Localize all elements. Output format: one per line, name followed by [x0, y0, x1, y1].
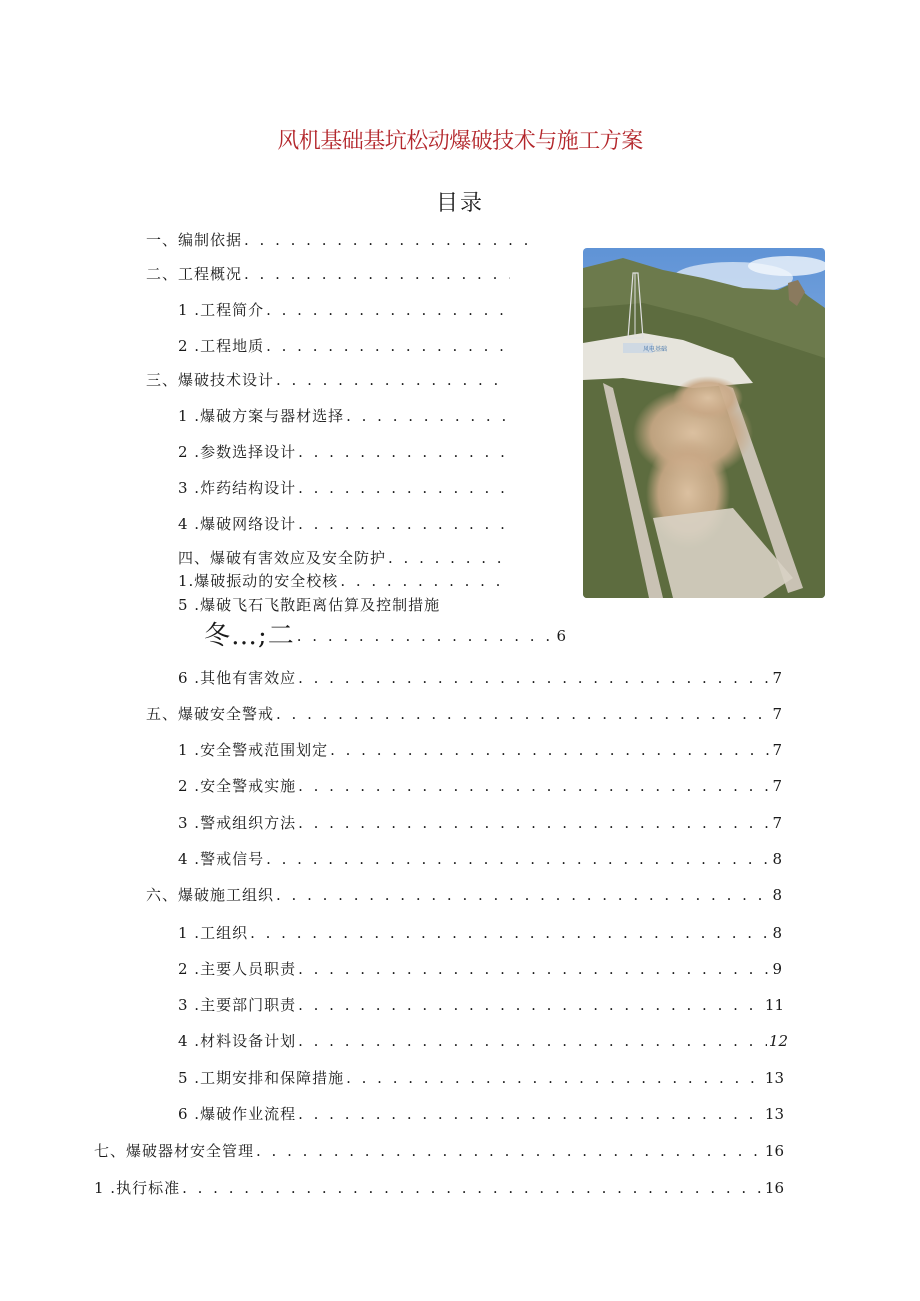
- toc-entry[interactable]: [178, 594, 578, 616]
- toc-entry-label: 2 .参数选择设计: [178, 443, 297, 461]
- toc-entry[interactable]: [178, 922, 782, 944]
- toc-entry-label: 5 .工期安排和保障措施: [178, 1069, 345, 1087]
- photo-sign-text: 风电基础: [643, 346, 668, 353]
- toc-entry[interactable]: [94, 1177, 784, 1199]
- toc-entry-page: 16: [764, 1142, 784, 1160]
- toc-entry[interactable]: [178, 335, 522, 357]
- toc-leader-dots: [388, 547, 510, 569]
- toc-entry[interactable]: [146, 884, 782, 906]
- toc-entry-page: 16: [764, 1179, 784, 1197]
- toc-entry-label: 4 .警戒信号: [178, 850, 265, 868]
- toc-entry[interactable]: [178, 667, 782, 689]
- toc-entry-page: 7: [772, 669, 782, 687]
- toc-entry-label: 4 .爆破网络设计: [178, 515, 297, 533]
- toc-entry[interactable]: [178, 1030, 788, 1052]
- toc-leader-dots: [266, 299, 510, 321]
- toc-entry[interactable]: [178, 405, 522, 427]
- toc-entry-label: 6 .爆破作业流程: [178, 1105, 297, 1123]
- toc-entry-page: 13: [764, 1069, 784, 1087]
- toc-entry[interactable]: [178, 775, 782, 797]
- toc-entry-page: 7: [772, 777, 782, 795]
- toc-leader-dots: [182, 1177, 763, 1199]
- toc-entry-label: 一、编制依据: [146, 231, 243, 249]
- toc-entry-label: 3 .炸药结构设计: [178, 479, 297, 497]
- toc-entry-label: 三、爆破技术设计: [146, 371, 275, 389]
- toc-entry-label: 1 .执行标准: [94, 1179, 181, 1197]
- toc-leader-dots: [276, 884, 770, 906]
- toc-leader-dots: [276, 369, 510, 391]
- toc-leader-dots: [298, 775, 770, 797]
- toc-leader-dots: [256, 1140, 763, 1162]
- toc-entry-page: 13: [764, 1105, 784, 1123]
- toc-entry-label: 1 .爆破方案与器材选择: [178, 407, 345, 425]
- toc-entry-page: 6: [556, 627, 566, 645]
- toc-entry[interactable]: [146, 369, 522, 391]
- toc-entry[interactable]: [178, 477, 522, 499]
- toc-leader-dots: [298, 1030, 767, 1052]
- toc-entry[interactable]: [178, 1067, 784, 1089]
- toc-leader-dots: [298, 477, 510, 499]
- toc-entry-label: 四、爆破有害效应及安全防护: [178, 549, 387, 567]
- toc-entry-label: 1 .工组织: [178, 924, 249, 942]
- toc-entry-label: 4 .材料设备计划: [178, 1032, 297, 1050]
- blasting-site-illustration: [583, 248, 825, 598]
- toc-entry-label: 五、爆破安全警戒: [146, 705, 275, 723]
- toc-leader-dots: [298, 441, 510, 463]
- toc-entry-label: 2 .主要人员职责: [178, 960, 297, 978]
- toc-entry[interactable]: [178, 513, 522, 535]
- toc-leader-dots: [297, 622, 554, 650]
- toc-leader-dots: [298, 958, 770, 980]
- toc-entry[interactable]: [178, 570, 522, 592]
- toc-entry-page: 8: [772, 924, 782, 942]
- blasting-site-photo: [583, 248, 825, 598]
- document-title: 风机基础基坑松动爆破技术与施工方案: [277, 129, 643, 154]
- toc-entry-label: 2 .工程地质: [178, 337, 265, 355]
- toc-entry-page: 7: [772, 741, 782, 759]
- toc-leader-dots: [298, 812, 770, 834]
- toc-leader-dots: [346, 1067, 763, 1089]
- toc-entry[interactable]: [178, 547, 522, 569]
- toc-entry-page: 7: [772, 814, 782, 832]
- toc-entry-label: 6 .其他有害效应: [178, 669, 297, 687]
- toc-heading: 目录: [435, 191, 484, 216]
- toc-entry-label: 1 .工程简介: [178, 301, 265, 319]
- toc-entry[interactable]: [146, 229, 550, 251]
- toc-entry[interactable]: [178, 848, 782, 870]
- toc-entry-label: 二、工程概况: [146, 265, 243, 283]
- toc-entry[interactable]: [178, 958, 782, 980]
- toc-entry-label: 六、爆破施工组织: [146, 886, 275, 904]
- toc-leader-dots: [340, 570, 510, 592]
- toc-entry[interactable]: [178, 1103, 784, 1125]
- toc-entry[interactable]: [146, 263, 522, 285]
- toc-entry[interactable]: [178, 299, 522, 321]
- toc-entry-page: 8: [772, 886, 782, 904]
- toc-leader-dots: [298, 994, 763, 1016]
- toc-leader-dots: [266, 335, 510, 357]
- toc-leader-dots: [276, 703, 770, 725]
- toc-entry[interactable]: [146, 703, 782, 725]
- toc-entry[interactable]: [204, 622, 566, 650]
- toc-entry-page: 8: [772, 850, 782, 868]
- toc-leader-dots: [250, 922, 770, 944]
- toc-leader-dots: [298, 667, 770, 689]
- toc-leader-dots: [244, 229, 538, 251]
- toc-entry-label: 1 .安全警戒范围划定: [178, 741, 329, 759]
- toc-leader-dots: [298, 1103, 763, 1125]
- toc-entry-page: 7: [772, 705, 782, 723]
- toc-entry-page: 9: [772, 960, 782, 978]
- toc-leader-dots: [346, 405, 510, 427]
- toc-entry[interactable]: [178, 994, 784, 1016]
- toc-entry[interactable]: [178, 812, 782, 834]
- toc-entry-label: 5 .爆破飞石飞散距离估算及控制措施: [178, 596, 441, 614]
- toc-entry[interactable]: [178, 441, 522, 463]
- toc-entry-label: 1.爆破振动的安全校核: [178, 572, 339, 590]
- toc-entry-label: 3 .警戒组织方法: [178, 814, 297, 832]
- toc-entry-label: 七、爆破器材安全管理: [94, 1142, 255, 1160]
- toc-entry-label: 2 .安全警戒实施: [178, 777, 297, 795]
- toc-leader-dots: [298, 513, 510, 535]
- toc-entry[interactable]: [94, 1140, 784, 1162]
- toc-entry-label: 3 .主要部门职责: [178, 996, 297, 1014]
- toc-entry[interactable]: [178, 739, 782, 761]
- toc-leader-dots: [244, 263, 510, 285]
- toc-leader-dots: [330, 739, 770, 761]
- toc-entry-page: 12: [768, 1032, 788, 1050]
- toc-entry-label: 冬…;二: [204, 621, 295, 651]
- toc-entry-page: 11: [764, 996, 784, 1014]
- toc-leader-dots: [266, 848, 770, 870]
